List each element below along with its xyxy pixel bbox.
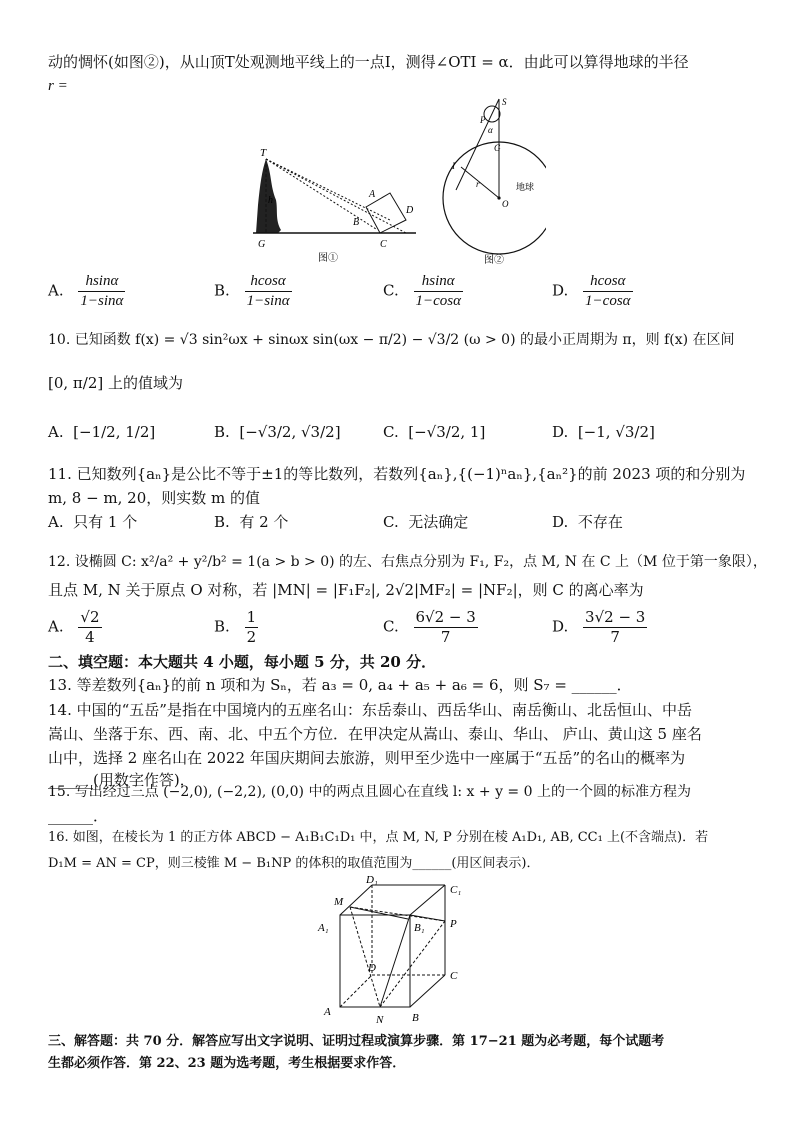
q12-option-d[interactable] [552,608,647,647]
fig2-label-earth: 地球 [516,182,535,192]
q13: 13. 等差数列{aₙ}的前 n 项和为 Sₙ，若 a₃ = 0, a₄ + a₅ + a₆ = 6，则 S₇ = ______． [48,676,632,694]
option-letter: D. [552,281,569,300]
q11-line2: m, 8 − m, 20，则实数 m 的值 [48,489,261,507]
fig1-label-b: B [353,217,360,228]
option-denominator: 7 [610,628,620,646]
fig1-label-c: C [380,239,387,250]
q16-cube-figure [310,875,480,1027]
option-denominator: 7 [440,628,451,646]
fig2-label-p: P [480,115,486,125]
cube-label-c1: C₁ [450,884,462,896]
option-letter: B. [214,513,230,531]
option-letter: A. [48,513,64,531]
q12-line1: 12. 设椭圆 C: x²/a² + y²/b² = 1(a > b > 0) 的左、右焦点分别为 F₁, F₂，点 M, N 在 C 上（M 位于第一象限）， [48,554,767,570]
q12-option-c[interactable] [383,608,478,647]
option-denominator: 1−cosα [585,293,631,309]
fig2-label-i: I [452,161,455,171]
fig1-label-g: G [258,239,266,250]
option-text: [−√3/2, 1] [408,423,486,441]
q14-line1: 14. 中国的“五岳”是指在中国境内的五座名山：东岳泰山、西岳华山、南岳衡山、北岳恒山、中岳 [48,701,692,719]
q9-option-b[interactable] [214,272,292,311]
option-text: [−1/2, 1/2] [73,423,156,441]
q16-line2: D₁M = AN = CP，则三棱锥 M − B₁NP 的体积的取值范围为______(用区间表示)． [48,856,540,871]
option-letter: A. [48,423,64,441]
option-denominator: 1−cosα [415,293,461,309]
fig2-label-r: r [476,179,480,189]
option-letter: A. [48,617,64,636]
option-numerator: hsinα [78,272,125,292]
q9-figure-2 [436,95,546,267]
option-letter: B. [214,281,230,300]
q14-line2: 嵩山、坐落于东、西、南、北、中五个方位．在甲决定从嵩山、泰山、华山、 庐山、黄山这 5 座名 [48,725,702,743]
q14-line4: ______(用数字作答)． [48,771,195,789]
q11-option-d[interactable] [552,512,623,532]
cube-label-d1: D₁ [366,875,378,886]
option-letter: D. [552,617,569,636]
q10-option-c[interactable] [383,422,485,442]
q10-option-b[interactable] [214,422,341,442]
fig1-label-d: D [406,205,414,216]
q12-option-a[interactable] [48,608,102,647]
q14-line3: 山中，选择 2 座名山在 2022 年国庆期间去旅游，则甲至少选中一座属于“五岳”的名山的概率为 [48,749,686,767]
q10-option-d[interactable] [552,422,655,442]
option-letter: B. [214,423,230,441]
option-text: [−1, √3/2] [577,423,655,441]
fig1-label-a: A [369,189,376,200]
option-letter: D. [552,423,569,441]
q9-line1: 动的惆怀(如图②)，从山顶T处观测地平线上的一点I，测得∠OTI = α．由此可以算得地球的半径 [48,53,689,71]
section-3-line2: 生都必须作答．第 22、23 题为选考题，考生根据要求作答． [48,1056,406,1071]
option-numerator: 1 [246,608,257,626]
q15-line2: ______． [48,807,109,825]
fig2-label-g: G [494,143,501,153]
option-letter: C. [383,281,399,300]
option-numerator: 6√2 − 3 [415,608,476,626]
q9-line2: r = [48,78,68,94]
option-denominator: 1−sinα [80,293,124,309]
section-3-line1: 三、解答题：共 70 分．解答应写出文字说明、证明过程或演算步骤．第 17−21 题为必考题，每个试题考 [48,1034,665,1049]
option-text: 有 2 个 [239,513,289,531]
option-numerator: √2 [80,608,100,626]
fig2-label-o: O [502,199,509,209]
q12-option-b[interactable] [214,608,258,647]
q9-option-c[interactable] [383,272,463,311]
option-denominator: 2 [246,628,257,646]
fig2-caption: 图② [484,255,504,266]
option-letter: C. [383,423,399,441]
fig1-label-h: h [268,195,273,206]
q11-option-a[interactable] [48,512,137,532]
option-letter: D. [552,513,569,531]
cube-label-a: A [324,1006,331,1018]
option-letter: C. [383,513,399,531]
option-numerator: hcosα [245,272,292,292]
q9-option-a[interactable] [48,272,125,311]
fig2-label-s: S [502,97,507,107]
option-text: 无法确定 [408,513,469,531]
option-denominator: 4 [85,628,95,646]
fig1-label-t: T [260,147,267,159]
option-text: [−√3/2, √3/2] [239,423,341,441]
cube-label-n: N [376,1014,384,1026]
q11-line1: 11. 已知数列{aₙ}是公比不等于±1的等比数列，若数列{aₙ},{(−1)ⁿaₙ},{aₙ²}的前 2023 项的和分别为 [48,465,746,483]
q12-line2: 且点 M, N 关于原点 O 对称，若 |MN| = |F₁F₂|, 2√2|MF₂| = |NF₂|，则 C 的离心率为 [48,581,644,599]
option-numerator: hsinα [414,272,464,292]
q11-option-c[interactable] [383,512,468,532]
cube-label-m: M [334,896,344,908]
cube-label-d: D [368,962,376,974]
q9-figure-1 [248,145,418,265]
q10-line1: 10. 已知函数 f(x) = √3 sin²ωx + sinωx sin(ωx − π/2) − √3/2 (ω > 0) 的最小正周期为 π，则 f(x) 在区间 [48,332,735,348]
cube-label-c: C [450,970,458,982]
option-letter: C. [383,617,399,636]
cube-label-a1: A₁ [318,922,329,934]
cube-label-b: B [412,1012,419,1024]
option-letter: B. [214,617,230,636]
fig1-caption: 图① [318,253,338,264]
cube-label-p: P [450,918,457,930]
option-numerator: 3√2 − 3 [585,608,646,626]
q15-line1: 15. 写出经过三点 (−2,0), (−2,2), (0,0) 中的两点且圆心在直线 l: x + y = 0 上的一个圆的标准方程为 [48,784,691,800]
section-2-heading: 二、填空题：本大题共 4 小题，每小题 5 分，共 20 分． [48,653,437,671]
option-denominator: 1−sinα [246,293,290,309]
q16-line1: 16. 如图，在棱长为 1 的正方体 ABCD − A₁B₁C₁D₁ 中，点 M, N, P 分别在棱 A₁D₁, AB, CC₁ 上(不含端点)．若 [48,830,709,845]
option-text: 不存在 [577,513,623,531]
option-text: 只有 1 个 [73,513,138,531]
q10-option-a[interactable] [48,422,155,442]
fig2-label-alpha: α [488,125,493,135]
option-letter: A. [48,281,64,300]
q11-option-b[interactable] [214,512,288,532]
cube-label-b1: B₁ [414,922,425,934]
q9-option-d[interactable] [552,272,633,311]
q10-line2: [0, π/2] 上的值域为 [48,374,184,392]
option-numerator: hcosα [583,272,633,292]
